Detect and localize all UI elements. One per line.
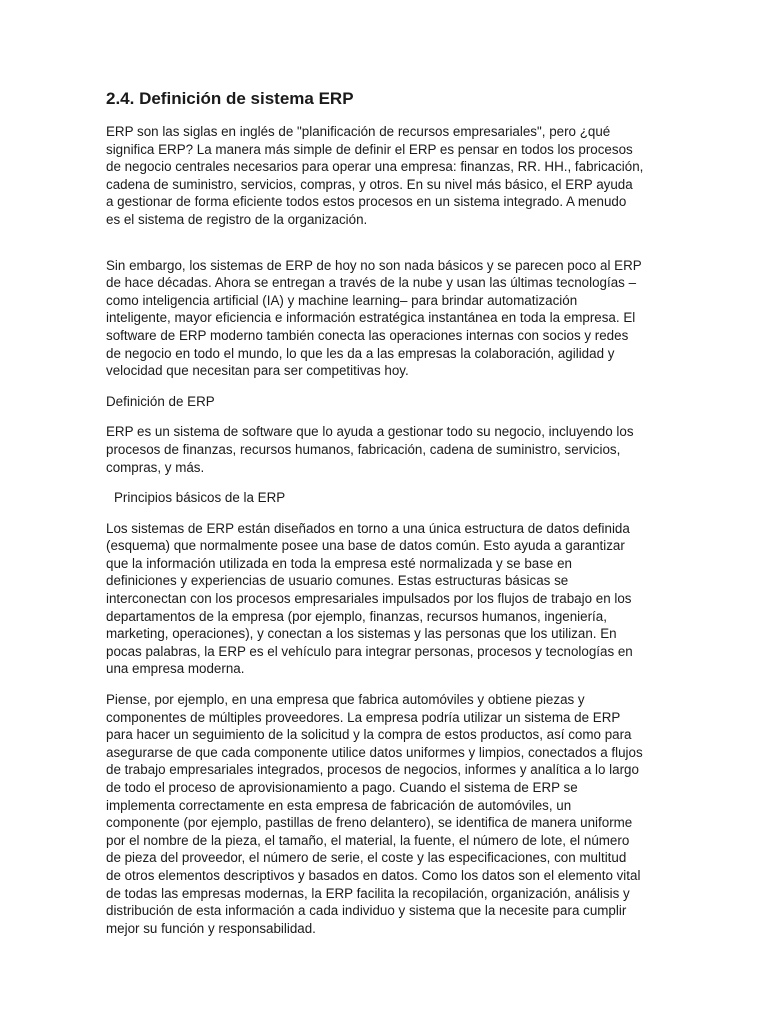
- subheading-erp-principles: Principios básicos de la ERP: [114, 490, 286, 506]
- paragraph-erp-modern: Sin embargo, los sistemas de ERP de hoy no son nada básicos y se parecen poco al ERP de hace décadas. Ahora se entregan a través de la nube y usan las últimas tecnologías – como inteligencia artificial (IA) y machine learning– para brindar automatización inteligente, mayor eficiencia e información estratégica instantánea en toda la empresa. El software de ERP moderno también conecta las operaciones internas con socios y redes de negocio en todo el mundo, lo que les da a las empresas la colaboración, agilidad y velocidad que necesitan para ser competitivas hoy.: [106, 257, 642, 379]
- paragraph-erp-intro: ERP son las siglas en inglés de "planificación de recursos empresariales", pero ¿qué significa ERP? La manera más simple de definir el ERP es pensar en todos los procesos de negocio centrales necesarios para operar una empresa: finanzas, RR. HH., fabricación, cadena de suministro, servicios, compras, y otros. En su nivel más básico, el ERP ayuda a gestionar de forma eficiente todos estos procesos en un sistema integrado. A menudo es el sistema de registro de la organización.: [106, 124, 644, 227]
- paragraph-erp-principles: Los sistemas de ERP están diseñados en torno a una única estructura de datos definida (esquema) que normalmente posee una base de datos común. Esto ayuda a garantizar que la información utilizada en toda la empresa esté normalizada y se base en definiciones y experiencias de usuario comunes. Estas estructuras básicas se interconectan con los procesos empresariales impulsados por los flujos de trabajo en los departamentos de la empresa (por ejemplo, finanzas, recursos humanos, ingeniería, marketing, operaciones), y conectan a los sistemas y las personas que los utilizan. En pocas palabras, la ERP es el vehículo para integrar personas, procesos y tecnologías en una empresa moderna.: [106, 520, 633, 677]
- paragraph-erp-example: Piense, por ejemplo, en una empresa que fabrica automóviles y obtiene piezas y componentes de múltiples proveedores. La empresa podría utilizar un sistema de ERP para hacer un seguimiento de la solicitud y la compra de estos productos, así como para asegurarse de que cada componente utilice datos uniformes y limpios, conectados a flujos de trabajo empresariales integrados, procesos de negocios, informes y analítica a lo largo de todo el proceso de aprovisionamiento a pago. Cuando el sistema de ERP se implementa correctamente en esta empresa de fabricación de automóviles, un componente (por ejemplo, pastillas de freno delantero), se identifica de manera uniforme por el nombre de la pieza, el tamaño, el material, la fuente, el número de lote, el número de pieza del proveedor, el número de serie, el coste y las especificaciones, con multitud de otros elementos descriptivos y basados en datos. Como los datos son el elemento vital de todas las empresas modernas, la ERP facilita la recopilación, organización, análisis y distribución de esta información a cada individuo y sistema que la necesite para cumplir mejor su función y responsabilidad.: [106, 692, 643, 936]
- document-page: [106, 88, 666, 937]
- subheading-erp-definition: Definición de ERP: [106, 393, 215, 409]
- section-heading: 2.4. Definición de sistema ERP: [106, 89, 354, 108]
- paragraph-erp-definition: ERP es un sistema de software que lo ayuda a gestionar todo su negocio, incluyendo los procesos de finanzas, recursos humanos, fabricación, cadena de suministro, servicios, compras, y más.: [106, 424, 634, 475]
